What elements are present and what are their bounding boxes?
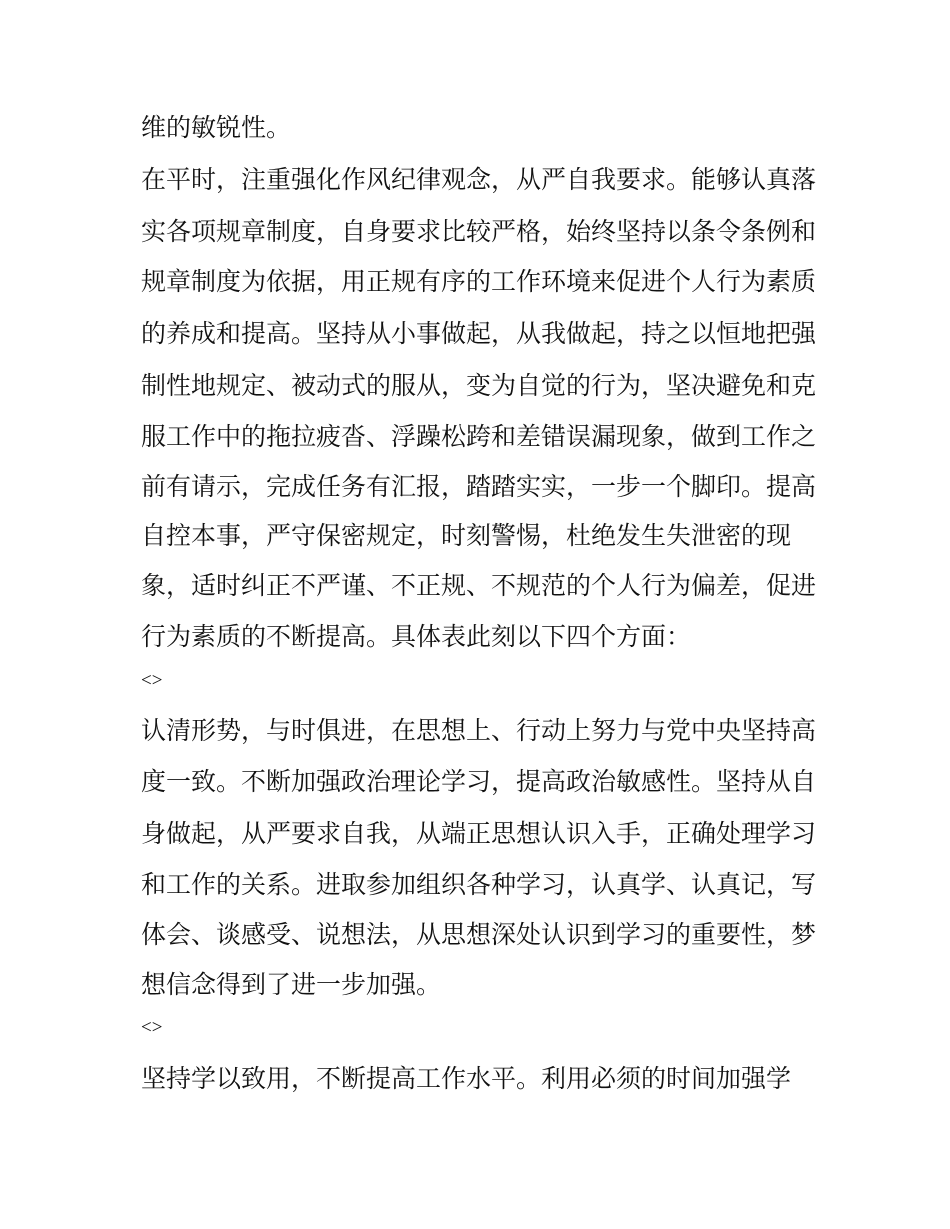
paragraph-line: 自控本事，严守保密规定，时刻警惕，杜绝发生失泄密的现 — [141, 521, 792, 550]
paragraph-line: 想信念得到了进一步加强。 — [141, 970, 442, 999]
paragraph-line: 身做起，从严要求自我，从端正思想认识入手，正确处理学习 — [141, 819, 817, 848]
paragraph-line: 和工作的关系。进取参加组织各种学习，认真学、认真记，写 — [141, 870, 817, 899]
paragraph-line: 度一致。不断加强政治理论学习，提高政治敏感性。坚持从自 — [141, 767, 817, 796]
paragraph-line: 前有请示，完成任务有汇报，踏踏实实，一步一个脚印。提高 — [141, 472, 817, 501]
section-marker: <> — [141, 670, 163, 691]
paragraph-line: 行为素质的不断提高。具体表此刻以下四个方面： — [141, 622, 692, 651]
paragraph-line: 服工作中的拖拉疲沓、浮躁松跨和差错误漏现象，做到工作之 — [141, 422, 817, 451]
paragraph-line: 体会、谈感受、说想法，从思想深处认识到学习的重要性，梦 — [141, 920, 817, 949]
paragraph-line: 象，适时纠正不严谨、不正规、不规范的个人行为偏差，促进 — [141, 571, 817, 600]
paragraph-line: 坚持学以致用，不断提高工作水平。利用必须的时间加强学 — [141, 1064, 792, 1093]
paragraph-line: 实各项规章制度，自身要求比较严格，始终坚持以条令条例和 — [141, 217, 817, 246]
paragraph-line: 制性地规定、被动式的服从，变为自觉的行为，坚决避免和克 — [141, 371, 817, 400]
paragraph-line: 的养成和提高。坚持从小事做起，从我做起，持之以恒地把强 — [141, 319, 817, 348]
paragraph-line: 规章制度为依据，用正规有序的工作环境来促进个人行为素质 — [141, 267, 817, 296]
paragraph-line: 维的敏锐性。 — [141, 113, 292, 142]
section-marker: <> — [141, 1017, 163, 1038]
paragraph-line: 在平时，注重强化作风纪律观念，从严自我要求。能够认真落 — [141, 165, 817, 194]
paragraph-line: 认清形势，与时俱进，在思想上、行动上努力与党中央坚持高 — [141, 716, 817, 745]
